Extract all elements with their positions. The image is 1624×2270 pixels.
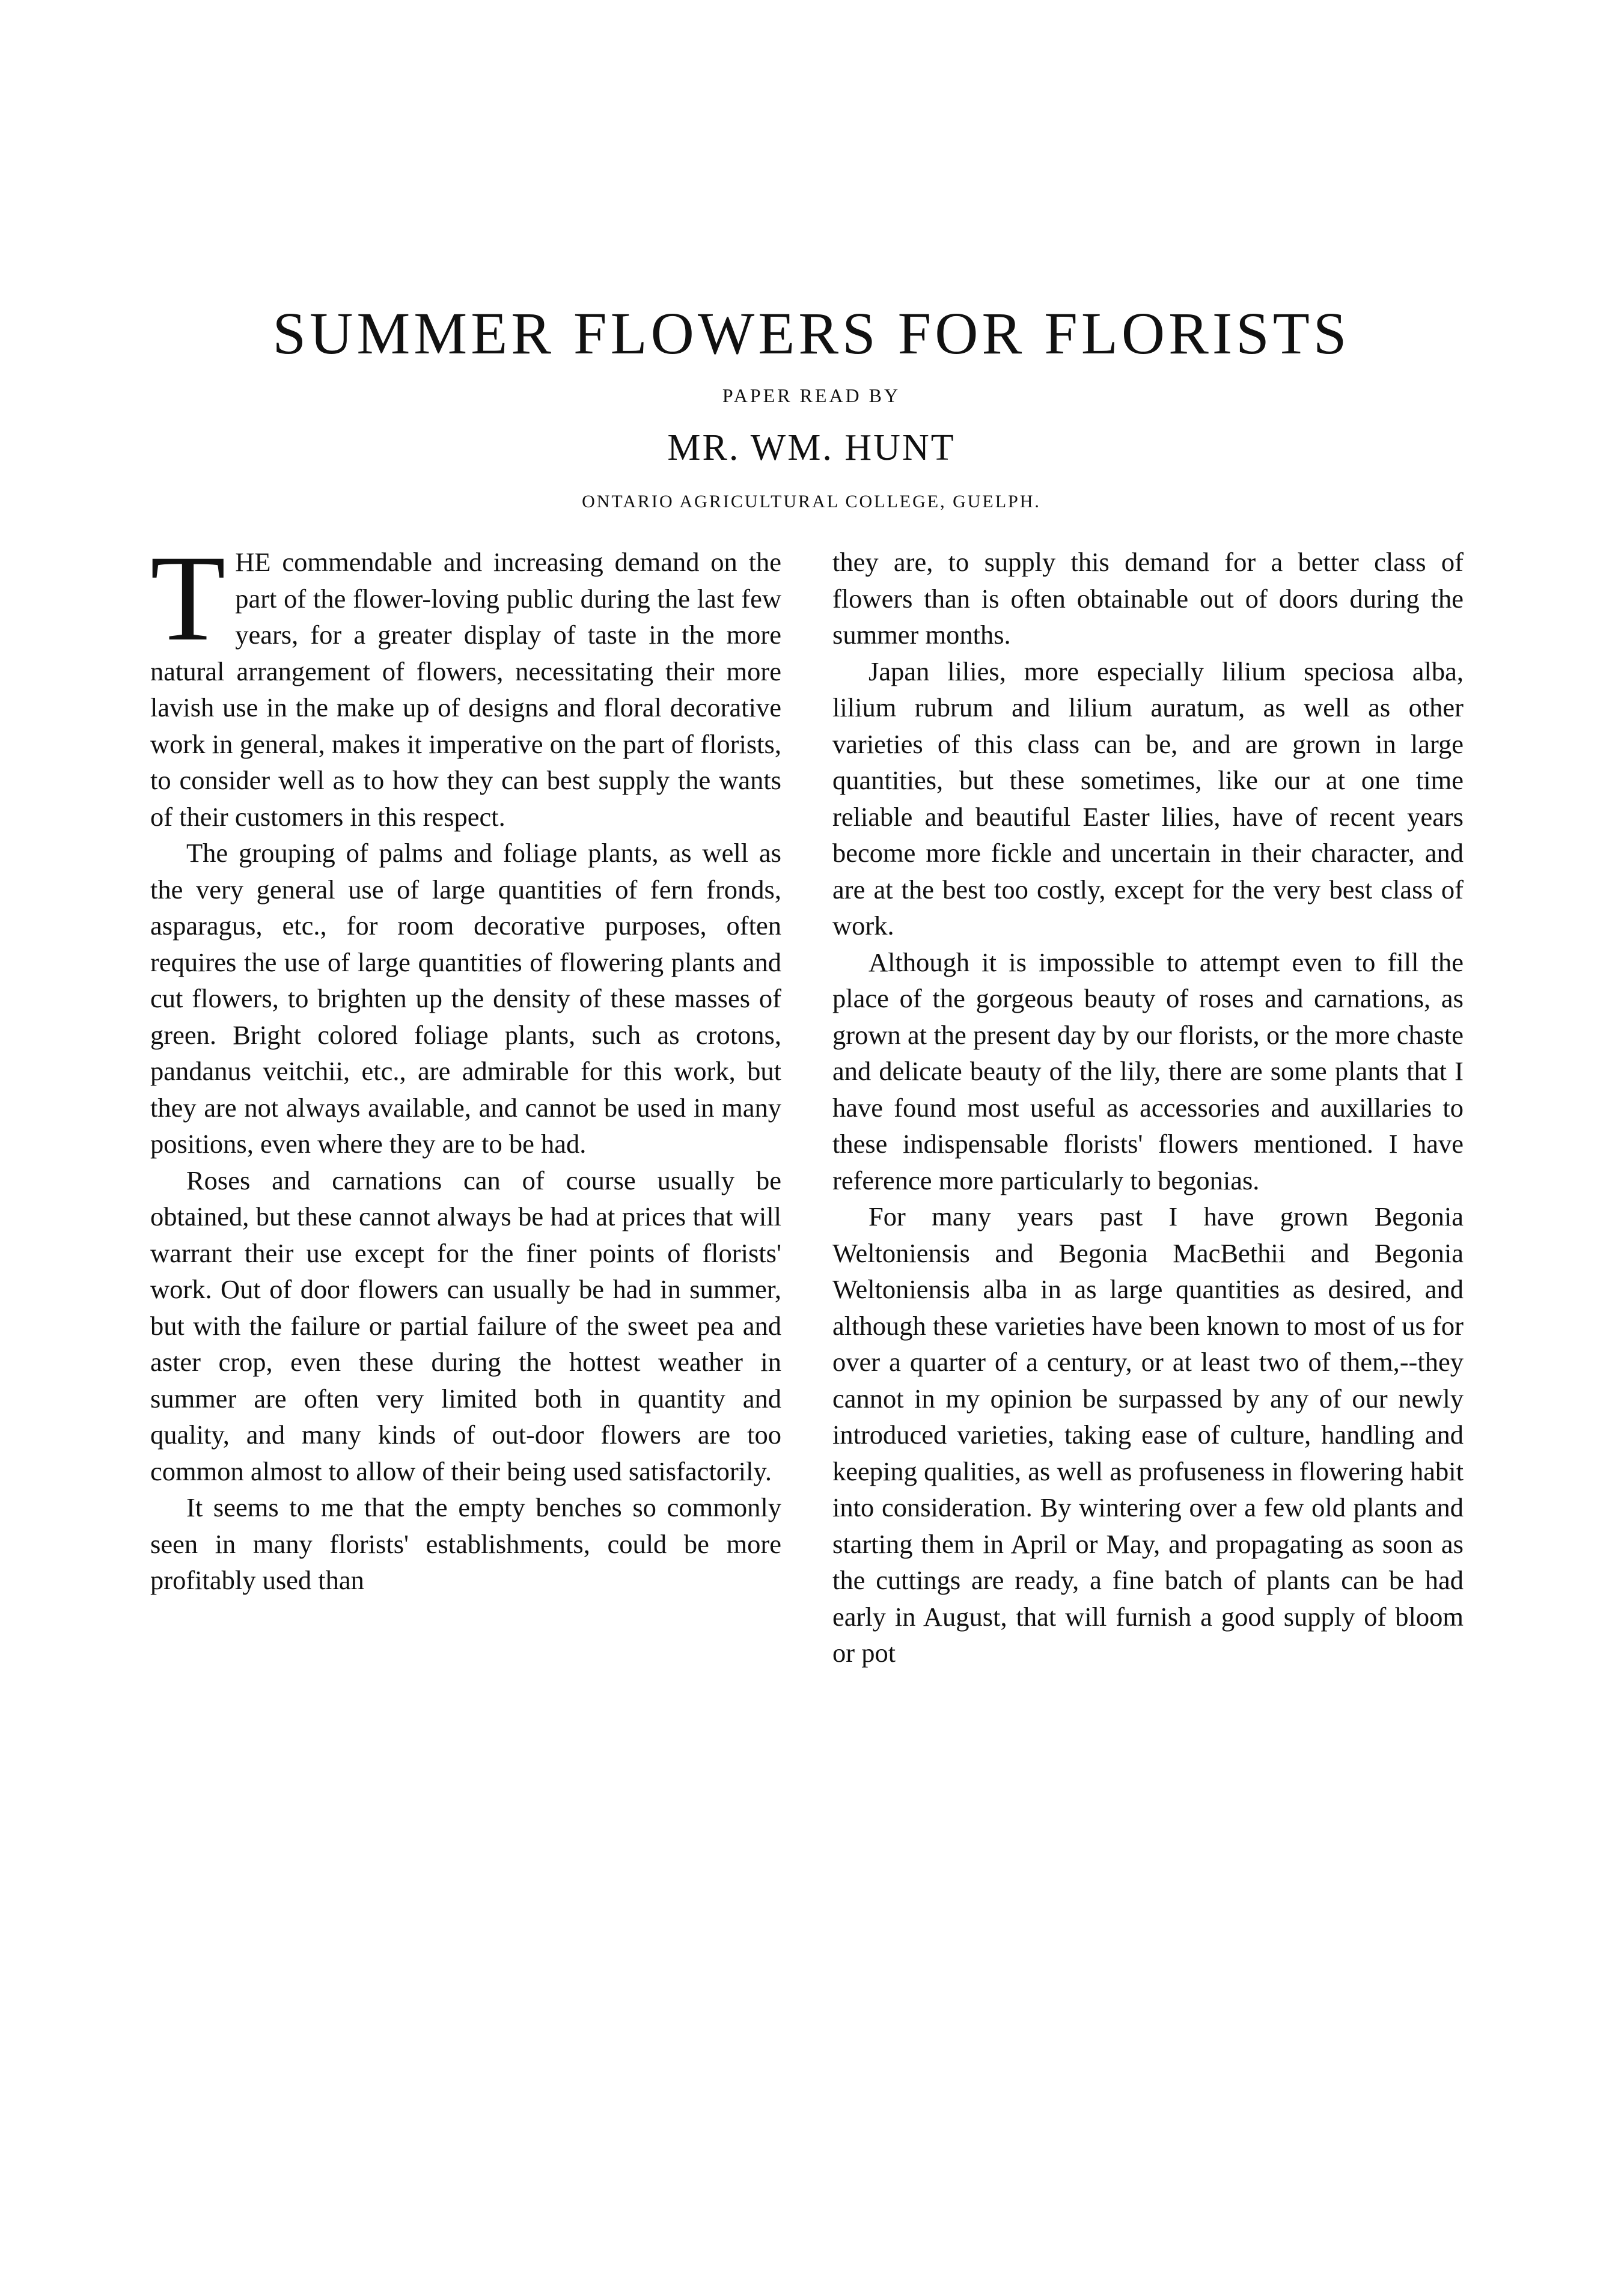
paragraph: they are, to supply this demand for a better class of flowers than is often obtainable out of doors during the summer months. xyxy=(832,547,1464,650)
paragraph xyxy=(150,530,781,835)
left-column xyxy=(150,530,781,1599)
paragraph: For many years past I have grown Begonia Weltoniensis and Begonia MacBethii and Begonia Weltoniensis alba in as large quantities as desired, and although these varieties have been known to most of us for over a quarter of a century, or at least two of them,--they cannot in my opinion be surpassed by any of our newly introduced varieties, taking ease of culture, handling and keeping qualities, as well as profuseness in flowering habit into consideration. By wintering over a few old plants and starting them in April or May, and propagating as soon as the cuttings are ready, a fine batch of plants can be had early in August, that will furnish a good supply of bloom or pot xyxy=(832,1201,1464,1668)
drop-cap: T xyxy=(150,530,226,667)
paragraph-text: HE commendable and increasing demand on the part of the flower-loving public during the last few years, for a greater display of taste in the more natural arrangement of flowers, necessitating their more lavish use in the make up of designs and floral decorative work in general, makes it imperative on the part of florists, to consider well as to how they can best supply the wants of their customers in this respect. xyxy=(150,547,781,832)
author-name: MR. WM. HUNT xyxy=(667,427,956,468)
paragraph: Although it is impossible to attempt even to fill the place of the gorgeous beauty of roses and carnations, as grown at the present day by our florists, or the more chaste and delicate beauty of the lily, there are some plants that I have found most useful as accessories and auxillaries to these indispensable florists' flowers mentioned. I have reference more particularly to begonias. xyxy=(832,947,1464,1195)
paragraph: It seems to me that the empty benches so commonly seen in many florists' establishments, could be more profitably used than xyxy=(150,1492,781,1595)
paragraph: Roses and carnations can of course usually be obtained, but these cannot always be had at prices that will warrant their use except for the finer points of florists' work. Out of door flowers can usually be had in summer, but with the failure or partial failure of the sweet pea and aster crop, even these during the hottest weather in summer are often very limited both in quantity and quality, and many kinds of out-door flowers are too common almost to allow of their being used satisfactorily. xyxy=(150,1165,781,1486)
paper-read-by: PAPER READ BY xyxy=(722,385,901,406)
paragraph: Japan lilies, more especially lilium speciosa alba, lilium rubrum and lilium auratum, as well as other varieties of this class can be, and are grown in large quantities, but these sometimes, like our at one time reliable and beautiful Easter lilies, have of recent years become more fickle and uncertain in their character, and are at the best too costly, except for the very best class of work. xyxy=(832,656,1464,941)
paragraph: The grouping of palms and foliage plants, as well as the very general use of large quantities of fern fronds, asparagus, etc., for room decorative purposes, often requires the use of large quantities of flowering plants and cut flowers, to brighten up the density of these masses of green. Bright colored foliage plants, such as crotons, pandanus veitchii, etc., are admirable for this work, but they are not always available, and cannot be used in many positions, even where they are to be had. xyxy=(150,838,781,1159)
author-affiliation: ONTARIO AGRICULTURAL COLLEGE, GUELPH. xyxy=(582,492,1041,511)
right-column xyxy=(832,544,1464,1671)
article-title: SUMMER FLOWERS FOR FLORISTS xyxy=(272,300,1351,367)
